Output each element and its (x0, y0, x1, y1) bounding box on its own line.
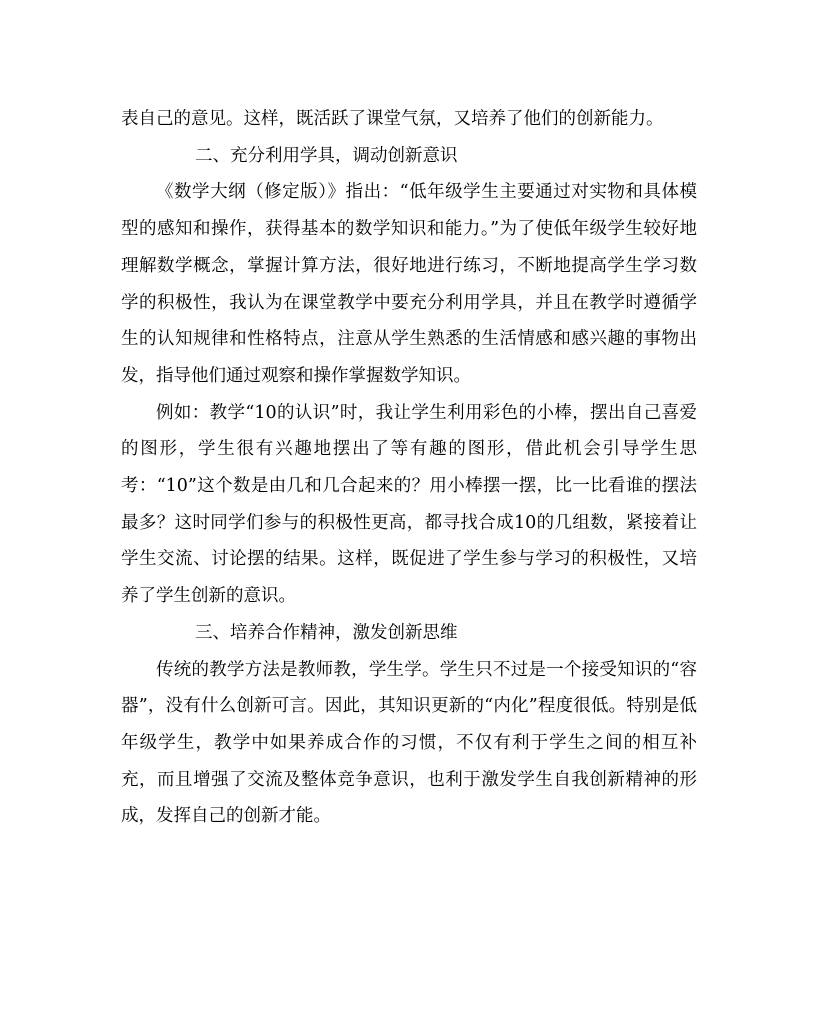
section-heading-two: 二、充分利用学具，调动创新意识 (195, 145, 458, 166)
paragraph-example: 例如：教学“10的认识”时，我让学生利用彩色的小棒，摆出自己喜爱的图形，学生很有兴趣地摆出了等有趣的图形，借此机会引导学生思考：“10”这个数是由几和几合起来的？用小棒摆一摆，比一比看谁的摆法最多？这时同学们参与的积极性更高，都寻找合成10的几组数，紧接着让学生交流、讨论摆的结果。这样，既促进了学生参与学习的积极性，又培养了学生创新的意识。 (121, 402, 697, 607)
paragraph-cooperation: 传统的教学方法是教师教，学生学。学生只不过是一个接受知识的“容器”，没有什么创新可言。因此，其知识更新的“内化”程度很低。特别是低年级学生，教学中如果养成合作的习惯，不仅有利于学生之间的相互补充，而且增强了交流及整体竞争意识，也利于激发学生自我创新精神的形成，发挥自己的创新才能。 (121, 659, 697, 827)
paragraph-continuation: 表自己的意见。这样，既活跃了课堂气氛，又培养了他们的创新能力。 (121, 109, 664, 129)
paragraph-syllabus: 《数学大纲（修定版）》指出：“低年级学生主要通过对实物和具体模型的感知和操作，获得基本的数学知识和能力。”为了使低年级学生较好地理解数学概念，掌握计算方法，很好地进行练习，不断地提高学生学习数学的积极性，我认为在课堂教学中要充分利用学具，并且在教学时遵循学生的认知规律和性格特点，注意从学生熟悉的生活情感和感兴趣的事物出发，指导他们通过观察和操作掌握数学知识。 (121, 182, 697, 386)
document-body (121, 101, 697, 835)
section-heading-three: 三、培养合作精神，激发创新思维 (195, 622, 458, 643)
